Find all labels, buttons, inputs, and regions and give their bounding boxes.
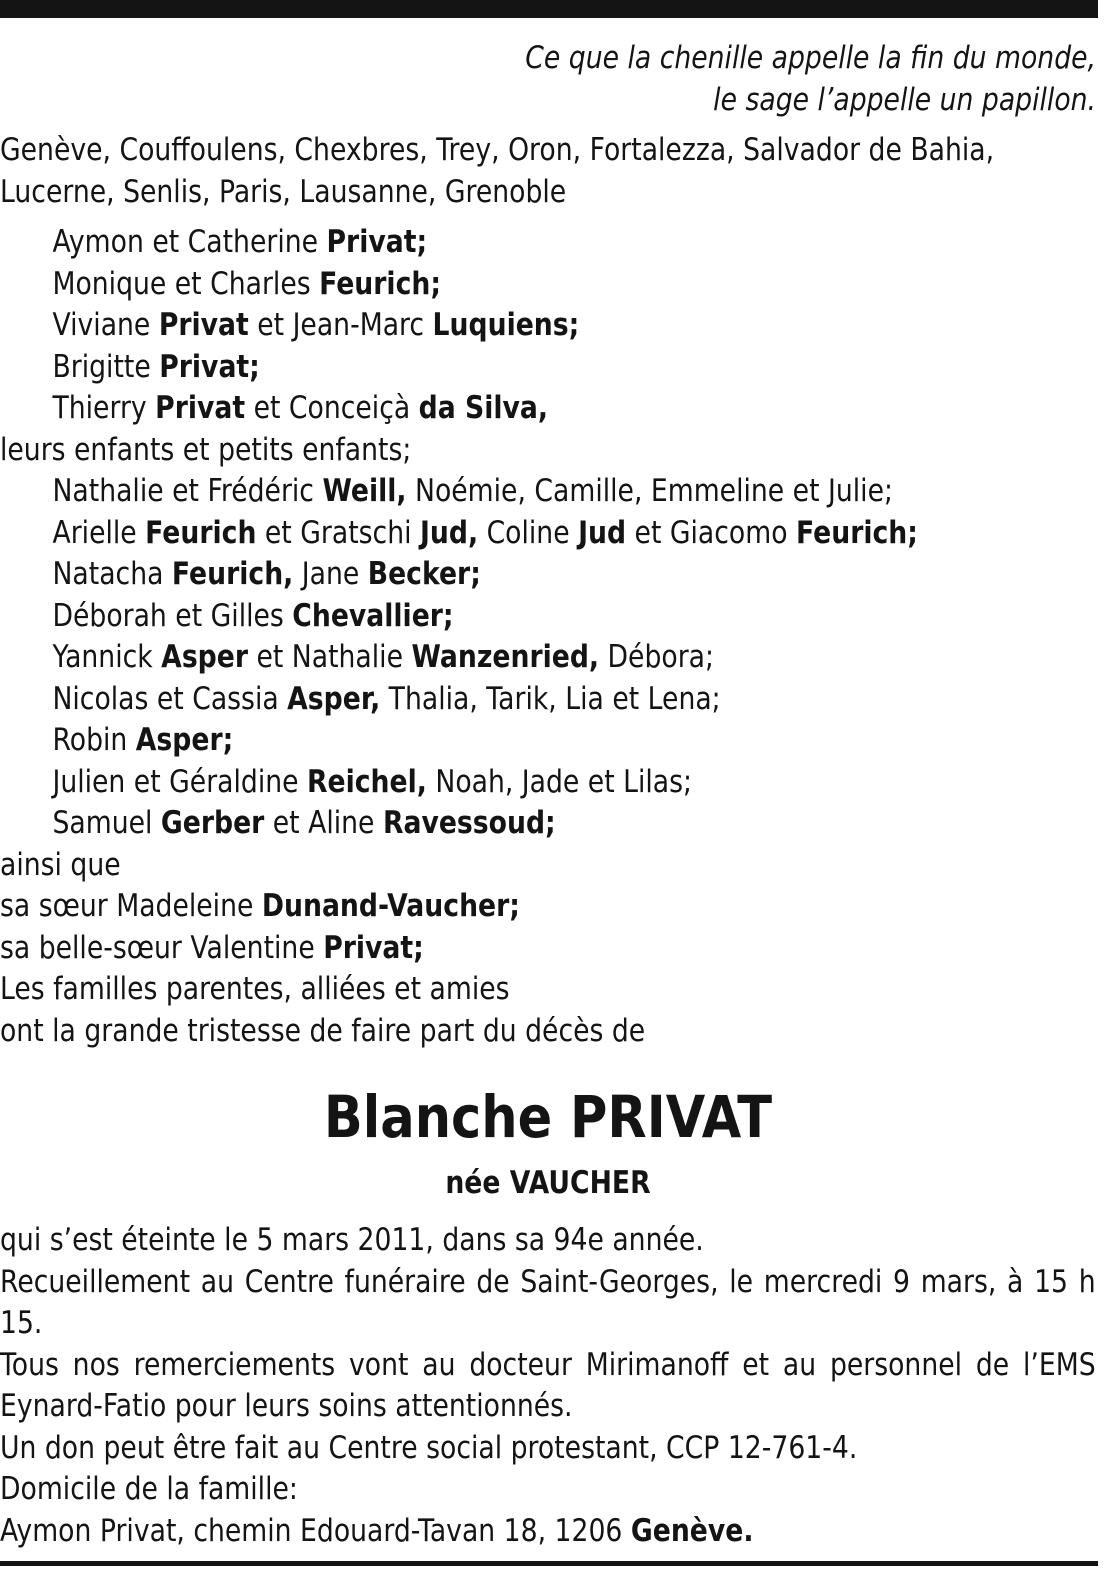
family-line: ont la grande tristesse de faire part du décès de xyxy=(0,1012,646,1049)
donation-details: Un don peut être fait au Centre social protestant, CCP 12-761-4. xyxy=(0,1429,858,1466)
thanks-details: Tous nos remerciements vont au docteur Mirimanoff et au personnel de l’EMS Eynard-Fatio pour leurs soins attentionnés. xyxy=(0,1346,1096,1424)
death-details: qui s’est éteinte le 5 mars 2011, dans sa 94e année. xyxy=(0,1222,704,1258)
bottom-rule xyxy=(0,1561,1098,1566)
family-line: Déborah et Gilles Chevallier; xyxy=(52,597,454,634)
family-line: Monique et Charles Feurich; xyxy=(52,265,442,302)
maiden-name: née VAUCHER xyxy=(445,1165,651,1201)
places-line-1: Genève, Couffoulens, Chexbres, Trey, Oron, Fortalezza, Salvador de Bahia, xyxy=(0,132,995,168)
family-line: sa sœur Madeleine Dunand-Vaucher; xyxy=(0,888,520,924)
places-line-2: Lucerne, Senlis, Paris, Lausanne, Grenoble xyxy=(0,173,567,210)
top-rule xyxy=(0,0,1098,18)
ceremony-details: Recueillement au Centre funéraire de Saint-Georges, le mercredi 9 mars, à 15 h 15. xyxy=(0,1263,1096,1341)
family-line: Julien et Géraldine Reichel, Noah, Jade et Lilas; xyxy=(52,763,693,800)
domicile-label: Domicile de la famille: xyxy=(0,1471,298,1507)
family-line: Samuel Gerber et Aline Ravessoud; xyxy=(52,805,556,841)
family-line: Thierry Privat et Conceiçà da Silva, xyxy=(52,390,549,426)
family-line: Viviane Privat et Jean-Marc Luquiens; xyxy=(52,307,580,343)
family-line: Nathalie et Frédéric Weill, Noémie, Camille, Emmeline et Julie; xyxy=(52,473,893,509)
family-line: Nicolas et Cassia Asper, Thalia, Tarik, Lia et Lena; xyxy=(52,680,721,717)
family-line: Brigitte Privat; xyxy=(52,348,260,385)
family-line: Yannick Asper et Nathalie Wanzenried, Débora; xyxy=(52,639,714,675)
family-line: Natacha Feurich, Jane Becker; xyxy=(52,556,481,592)
family-line: Arielle Feurich et Gratschi Jud, Coline Jud et Giacomo Feurich; xyxy=(52,514,918,551)
family-line: Robin Asper; xyxy=(52,722,234,758)
family-address: Aymon Privat, chemin Edouard-Tavan 18, 1206 Genève. xyxy=(0,1512,754,1549)
epigraph-line-1: Ce que la chenille appelle la fin du monde, xyxy=(525,40,1096,76)
family-line: Aymon et Catherine Privat; xyxy=(52,224,428,260)
family-line: leurs enfants et petits enfants; xyxy=(0,431,412,468)
family-line: ainsi que xyxy=(0,846,121,883)
family-line: sa belle-sœur Valentine Privat; xyxy=(0,929,424,966)
family-line: Les familles parentes, alliées et amies xyxy=(0,971,510,1007)
epigraph-line-2: le sage l’appelle un papillon. xyxy=(713,81,1096,118)
deceased-name: Blanche PRIVAT xyxy=(323,1083,773,1151)
notice-body xyxy=(0,38,1096,1552)
